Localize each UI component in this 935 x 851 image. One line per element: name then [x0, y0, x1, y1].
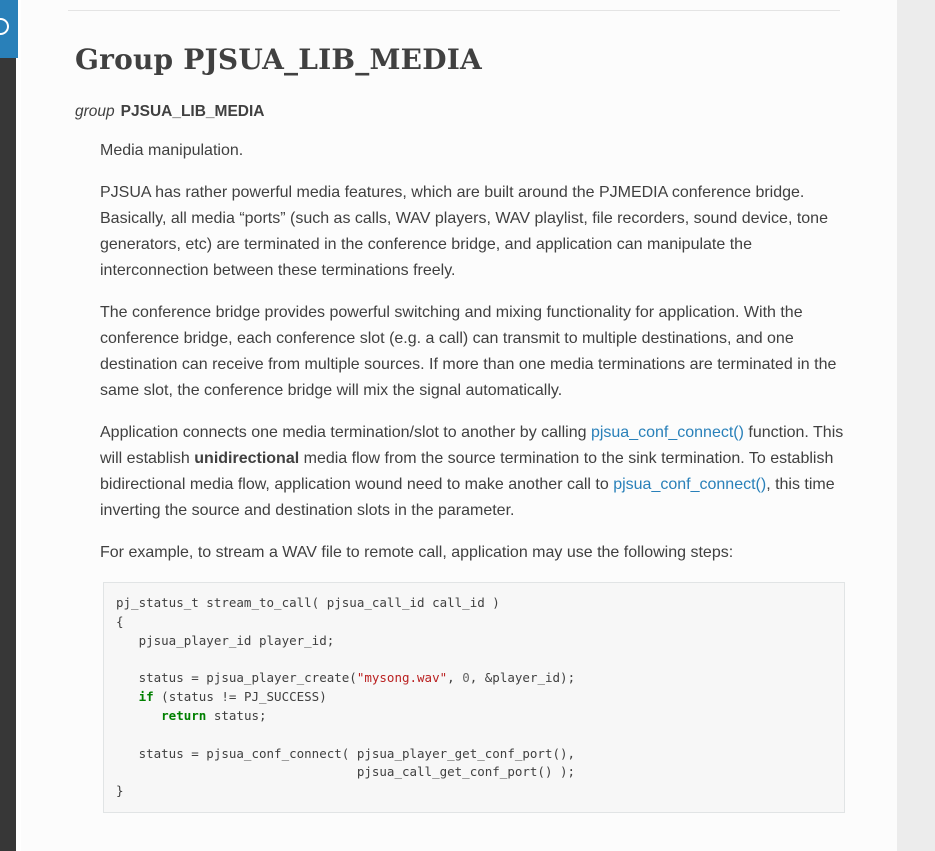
paragraph-list: [100, 138, 848, 566]
signature-line: [75, 102, 861, 121]
signature-keyword: group: [75, 103, 115, 121]
code-text: , &player_id);: [469, 670, 576, 686]
paragraph: [100, 300, 848, 404]
code-text: [116, 708, 161, 723]
description-body: [100, 138, 848, 813]
text-run: Application connects one media termination/slot to another by calling: [100, 424, 591, 442]
bold-text: unidirectional: [194, 450, 300, 468]
code-line: [116, 632, 832, 651]
code-text: [116, 689, 139, 704]
code-line: [116, 726, 832, 745]
code-text: status = pjsua_player_create(: [116, 670, 357, 686]
code-text: pjsua_player_id player_id;: [116, 632, 335, 648]
code-line: [116, 594, 832, 613]
content-divider: [68, 10, 840, 11]
code-text: pjsua_call_get_conf_port() );: [116, 764, 576, 780]
code-line: [116, 688, 832, 707]
code-number: 0: [462, 670, 470, 686]
page-gutter: [897, 0, 935, 851]
paragraph: [100, 138, 848, 164]
page-title: Group PJSUA_LIB_MEDIA: [75, 43, 482, 76]
text-run: function. This will establish: [100, 424, 844, 468]
code-keyword: if: [138, 689, 154, 705]
code-line: [116, 745, 832, 764]
code-text: (status != PJ_SUCCESS): [153, 689, 327, 705]
text-run: For example, to stream a WAV file to remote call, application may use the following steps:: [100, 544, 734, 562]
code-text: status;: [206, 707, 267, 723]
function-link[interactable]: pjsua_conf_connect(): [613, 476, 767, 494]
document-area: [21, 0, 897, 851]
code-text: pj_status_t stream_to_call( pjsua_call_id call_id ): [116, 595, 500, 611]
text-run: Media manipulation.: [100, 142, 244, 160]
code-text: status = pjsua_conf_connect( pjsua_player_get_conf_port(),: [116, 745, 576, 761]
code-text: ,: [447, 670, 463, 686]
paragraph: [100, 540, 848, 566]
code-line: [116, 613, 832, 632]
circle-icon: [0, 18, 9, 35]
code-line: [116, 707, 832, 726]
code-line: [116, 669, 832, 688]
group-signature: [21, 102, 897, 813]
sidebar-rail: [0, 0, 16, 851]
code-line: [116, 763, 832, 782]
code-text: }: [116, 783, 124, 799]
text-run: The conference bridge provides powerful switching and mixing functionality for application. With the conference bridge, each conference slot (e.g. a call) can transmit to multiple destinations, and one destination can receive from multiple sources. If more than one media terminations are terminated in the same slot, the conference bridge will mix the signal automatically.: [100, 304, 837, 400]
code-text: {: [116, 613, 124, 629]
code-line: [116, 651, 832, 670]
paragraph: [100, 180, 848, 284]
code-line: [116, 782, 832, 801]
text-run: , this time inverting the source and destination slots in the parameter.: [100, 476, 835, 520]
sidebar-search-area-partial[interactable]: [0, 0, 18, 58]
signature-name: PJSUA_LIB_MEDIA: [120, 103, 265, 121]
code-block: [103, 582, 845, 813]
function-link[interactable]: pjsua_conf_connect(): [590, 424, 744, 442]
text-run: PJSUA has rather powerful media features, which are built around the PJMEDIA conference bridge. Basically, all media “ports” (such as calls, WAV players, WAV playlist, file recorders, sound device, tone generators, etc) are terminated in the conference bridge, and application can manipulate the interconnection between these terminations freely.: [100, 184, 828, 280]
code-keyword: return: [161, 707, 207, 723]
paragraph: [100, 420, 848, 524]
text-run: media flow from the source termination to the sink termination. To establish bidirectional media flow, application wound need to make another call to: [100, 450, 834, 494]
code-string: "mysong.wav": [356, 670, 448, 686]
